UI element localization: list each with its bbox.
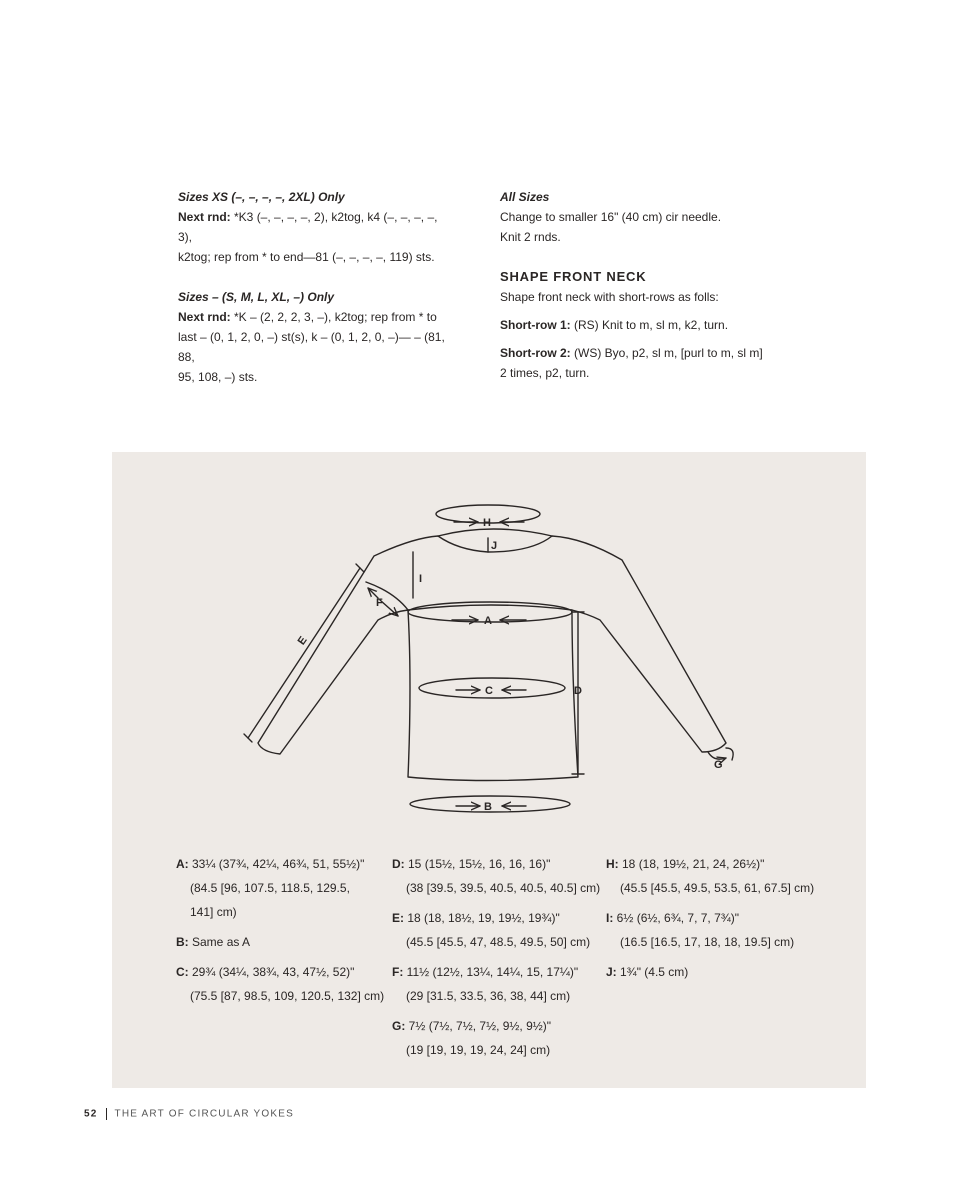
e-cap-top (356, 564, 364, 572)
yoke-line (408, 605, 572, 610)
shape-front-neck-title: SHAPE FRONT NECK (500, 269, 647, 284)
sizes-xs-2xl-text1: *K3 (–, –, –, –, 2), k2tog, k4 (–, –, –, –, 3), (178, 210, 438, 244)
measure-j: J: 1¾" (4.5 cm) (606, 965, 689, 979)
short-row-2-line1 (500, 343, 800, 363)
measurements-col-3 (606, 852, 846, 990)
footer-divider (106, 1108, 107, 1120)
sizes-s-xl-block (178, 287, 448, 387)
page-footer (84, 1108, 294, 1120)
right-text-column (500, 187, 800, 383)
measure-c: C: 29¾ (34¼, 38¾, 43, 47½, 52)" (75.5 [87, 98.5, 109, 120.5, 132] cm) (176, 965, 385, 1003)
label-f: F (376, 597, 383, 609)
sizes-xs-2xl-header: Sizes XS (–, –, –, –, 2XL) Only (178, 190, 345, 204)
next-rnd-label: Next rnd: (178, 210, 231, 224)
book-title: THE ART OF CIRCULAR YOKES (114, 1108, 295, 1120)
measure-b: B: Same as A (176, 935, 251, 949)
short-row-1-label: Short-row 1: (500, 318, 571, 332)
label-d: D (574, 685, 582, 697)
short-row-2-label: Short-row 2: (500, 346, 571, 360)
page-number: 52 (84, 1108, 98, 1120)
short-row-2-line2: 2 times, p2, turn. (500, 366, 590, 380)
label-j: J (491, 540, 498, 552)
sizes-s-xl-line1 (178, 307, 448, 327)
measurements-col-2 (392, 852, 602, 1068)
measure-f: F: 11½ (12½, 13¼, 14¼, 15, 17¼)" (29 [31.5, 33.5, 36, 38, 44] cm) (392, 965, 579, 1003)
sizes-s-xl-header: Sizes – (S, M, L, XL, –) Only (178, 290, 335, 304)
measure-g: G: 7½ (7½, 7½, 7½, 9½, 9½)" (19 [19, 19, 19, 24, 24] cm) (392, 1019, 552, 1057)
short-row-1-text: (RS) Knit to m, sl m, k2, turn. (570, 318, 729, 332)
sizes-s-xl-line3: 95, 108, –) sts. (178, 370, 258, 384)
measure-i: I: 6½ (6½, 6¾, 7, 7, 7¾)" (16.5 [16.5, 17, 18, 18, 19.5] cm) (606, 911, 795, 949)
short-row-1 (500, 315, 800, 335)
e-line (248, 568, 360, 738)
sizes-s-xl-text1: *K – (2, 2, 2, 3, –), k2tog; rep from * to (230, 310, 437, 324)
measure-d: D: 15 (15½, 15½, 16, 16, 16)" (38 [39.5, 39.5, 40.5, 40.5, 40.5] cm) (392, 857, 601, 895)
sweater-schematic (112, 452, 866, 832)
all-sizes-header: All Sizes (500, 190, 550, 204)
sizes-s-xl-line2: last – (0, 1, 2, 0, –) st(s), k – (0, 1, 2, 0, –)— – (81, 88, (178, 330, 445, 364)
measure-h: H: 18 (18, 19½, 21, 24, 26½)" (45.5 [45.5, 49.5, 53.5, 61, 67.5] cm) (606, 857, 815, 895)
left-text-column (178, 187, 448, 407)
all-sizes-line1: Change to smaller 16" (40 cm) cir needle. (500, 210, 722, 224)
label-b: B (484, 801, 492, 813)
measure-a: A: 33¼ (37¾, 42¼, 46¾, 51, 55½)" (84.5 [96, 107.5, 118.5, 129.5, 141] cm) (176, 857, 365, 919)
label-i: I (419, 573, 423, 585)
sizes-xs-2xl-line1 (178, 207, 448, 247)
shape-front-neck-intro: Shape front neck with short-rows as folls: (500, 290, 719, 304)
label-c: C (485, 685, 493, 697)
label-h: H (483, 517, 491, 529)
shape-front-neck-block (500, 267, 800, 383)
label-a: A (484, 615, 492, 627)
all-sizes-block (500, 187, 800, 247)
label-e: E (295, 634, 310, 648)
short-row-2-text: (WS) Byo, p2, sl m, [purl to m, sl m] (570, 346, 763, 360)
label-g: G (714, 759, 723, 771)
next-rnd-label: Next rnd: (178, 310, 231, 324)
schematic-panel (112, 452, 866, 1088)
e-cap-bottom (244, 734, 252, 742)
sizes-xs-2xl-block (178, 187, 448, 267)
neck-back (438, 529, 552, 536)
measure-e: E: 18 (18, 18½, 19, 19½, 19¾)" (45.5 [45.5, 47, 48.5, 49.5, 50] cm) (392, 911, 591, 949)
arrow-g-2 (726, 748, 733, 760)
measurements-col-1 (176, 852, 386, 1014)
sweater-outline (258, 536, 726, 781)
all-sizes-line2: Knit 2 rnds. (500, 230, 561, 244)
sizes-xs-2xl-line2: k2tog; rep from * to end—81 (–, –, –, –, 119) sts. (178, 250, 435, 264)
